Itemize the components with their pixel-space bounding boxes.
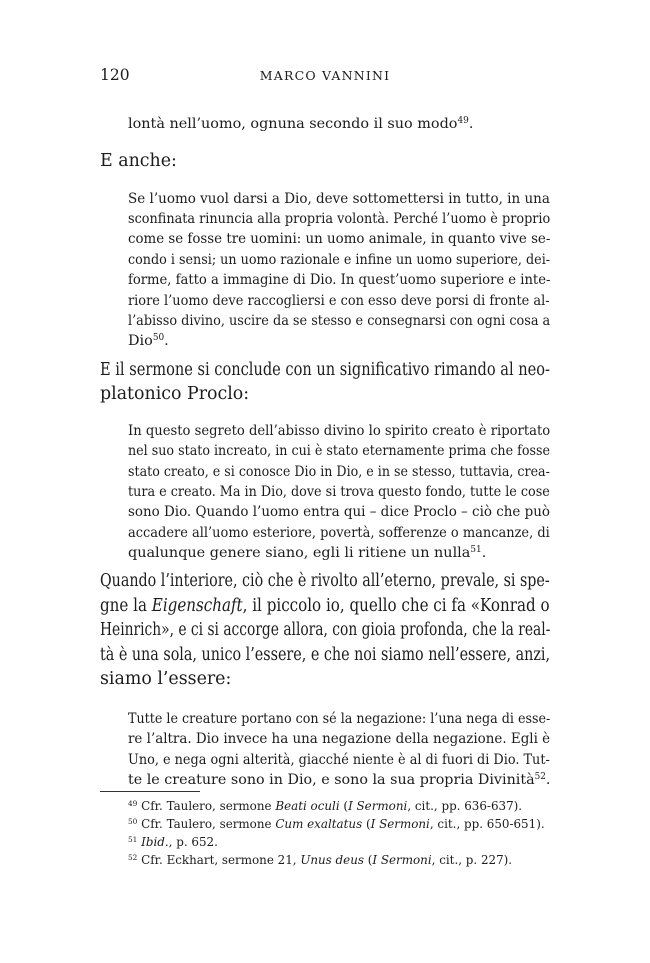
quote-line [128, 752, 550, 768]
quote-line: te le creature sono in Dio, e sono la sua propria Divinità$^{52}$. [128, 772, 551, 788]
text-run: Cfr. Taulero, sermone [137, 799, 276, 813]
footnote-number: 52 [128, 852, 138, 862]
body-line [100, 360, 550, 380]
quote-line: lontà nell’uomo, ognuna secondo il suo modo$^{49}$. [128, 116, 474, 132]
body-line [100, 645, 550, 665]
text-run: re l’altra. Dio invece ha una negazione della negazione. Egli è [128, 731, 551, 747]
footnote-ref: 50 [152, 333, 165, 344]
footnote-number: 49 [128, 798, 138, 808]
running-title: MARCO VANNINI [259, 68, 391, 83]
quote-line [128, 423, 550, 439]
quote-line [128, 231, 550, 247]
book-title: I Sermoni [372, 853, 432, 867]
body-line [100, 571, 550, 591]
text-run: siamo l’essere: [100, 669, 232, 689]
quote-line [128, 293, 550, 309]
footnote [128, 835, 218, 849]
quote-line [128, 443, 550, 459]
footnote-ref: 51 [470, 545, 482, 556]
footnote [128, 799, 522, 813]
quote-line [128, 711, 550, 727]
text-run: forme, fatto a immagine di Dio. In quest’uomo superiore e inte- [128, 272, 551, 288]
text-run: qualunque genere siano, egli li ritiene un nulla [128, 545, 471, 561]
text-run: In questo segreto dell’abisso divino lo spirito creato è riportato [128, 423, 551, 439]
text-run: , p. 652. [168, 835, 218, 849]
text-run: ( [363, 853, 373, 867]
footnote-number: 51 [128, 834, 138, 844]
text-run: tura e creato. Ma in Dio, dove si trova questo fondo, tutte le cose [128, 484, 550, 500]
text-run: E anche: [100, 151, 177, 171]
text-run: Uno, e nega ogni alterità, giacché niente è al di fuori di Dio. Tut- [128, 752, 550, 768]
text-run: condo i sensi; un uomo razionale e infine un uomo superiore, dei- [128, 252, 551, 268]
work-title: Unus deus [300, 853, 364, 867]
text-run: E il sermone si conclude con un significativo rimando al neo- [100, 360, 550, 380]
work-title: Beati oculi [275, 799, 340, 813]
footnote [128, 853, 512, 867]
text-run: tà è una sola, unico l’essere, e che noi siamo nell’essere, anzi, [100, 645, 551, 665]
body-line [100, 151, 550, 171]
quote-line [128, 191, 550, 207]
text-run: te le creature sono in Dio, e sono la sua propria Divinità [128, 772, 535, 788]
quote-line [128, 731, 550, 747]
quote-line [128, 252, 550, 268]
quote-line [128, 484, 550, 500]
text-run: Heinrich», e ci si accorge allora, con gioia profonda, che la real- [100, 620, 551, 640]
quote-line: qualunque genere siano, egli li ritiene un nulla$^{51}$. [128, 545, 487, 561]
text-run: sono Dio. Quando l’uomo entra qui – dice Proclo – ciò che può [128, 504, 550, 520]
work-title: Ibid. [141, 835, 169, 849]
text-run: Tutte le creature portano con sé la negazione: l’una nega di esse- [128, 711, 551, 727]
text-run: riore l’uomo deve raccogliersi e con esso deve porsi di fronte al- [128, 293, 550, 309]
text-run: l’abisso divino, uscire da se stesso e consegnarsi con ogni cosa a [128, 313, 551, 329]
quote-line: Dio$^{50}$. [128, 333, 169, 349]
text-run: ( [339, 799, 349, 813]
text-run: Dio [128, 333, 153, 349]
body-line [100, 384, 550, 404]
text-run: Quando l’interiore, ciò che è rivolto all’eterno, prevale, si spe- [100, 571, 550, 591]
book-title: I Sermoni [348, 799, 408, 813]
text-run: , cit., p. 227). [431, 853, 513, 867]
text-run: , cit., pp. 650-651). [429, 817, 545, 831]
quote-line [128, 313, 550, 329]
text-run: lontà nell’uomo, ognuna secondo il suo modo [128, 116, 458, 132]
text-run: platonico Proclo: [100, 384, 250, 404]
quote-line [128, 464, 550, 480]
footnote-number: 50 [128, 816, 138, 826]
footnote-ref: 52 [534, 772, 546, 783]
body-line [100, 620, 550, 640]
text-run: , cit., pp. 636-637). [407, 799, 523, 813]
text-run: ( [362, 817, 371, 831]
italic-term: Eigenschaft [151, 596, 243, 616]
quote-line [128, 211, 550, 227]
footnote-ref: 49 [457, 116, 469, 127]
text-run: come se fosse tre uomini: un uomo animale, in quanto vive se- [128, 231, 551, 247]
work-title: Cum exaltatus [275, 817, 363, 831]
text-run: , il piccolo io, quello che ci fa «Konrad o [242, 596, 550, 616]
footnote-separator [100, 791, 200, 792]
text-run: Cfr. Taulero, sermone [137, 817, 276, 831]
text-run: gne la [100, 596, 152, 616]
text-run: sconfinata rinuncia alla propria volontà. Perché l’uomo è proprio [128, 211, 551, 227]
footnote [128, 817, 545, 831]
book-title: I Sermoni [370, 817, 430, 831]
text-run: accadere all’uomo esteriore, povertà, sofferenze o mancanze, di [128, 525, 550, 541]
text-run: Se l’uomo vuol darsi a Dio, deve sottomettersi in tutto, in una [128, 191, 550, 207]
text-run: nel suo stato increato, in cui è stato eternamente prima che fosse [128, 443, 550, 459]
text-run: stato creato, e si conosce Dio in Dio, e in se stesso, tuttavia, crea- [128, 464, 550, 480]
body-line [100, 596, 550, 616]
quote-line [128, 525, 550, 541]
quote-line [128, 272, 550, 288]
body-line [100, 669, 550, 689]
text-run: Cfr. Eckhart, sermone 21, [137, 853, 301, 867]
page-number: 120 [100, 66, 130, 84]
quote-line [128, 504, 550, 520]
